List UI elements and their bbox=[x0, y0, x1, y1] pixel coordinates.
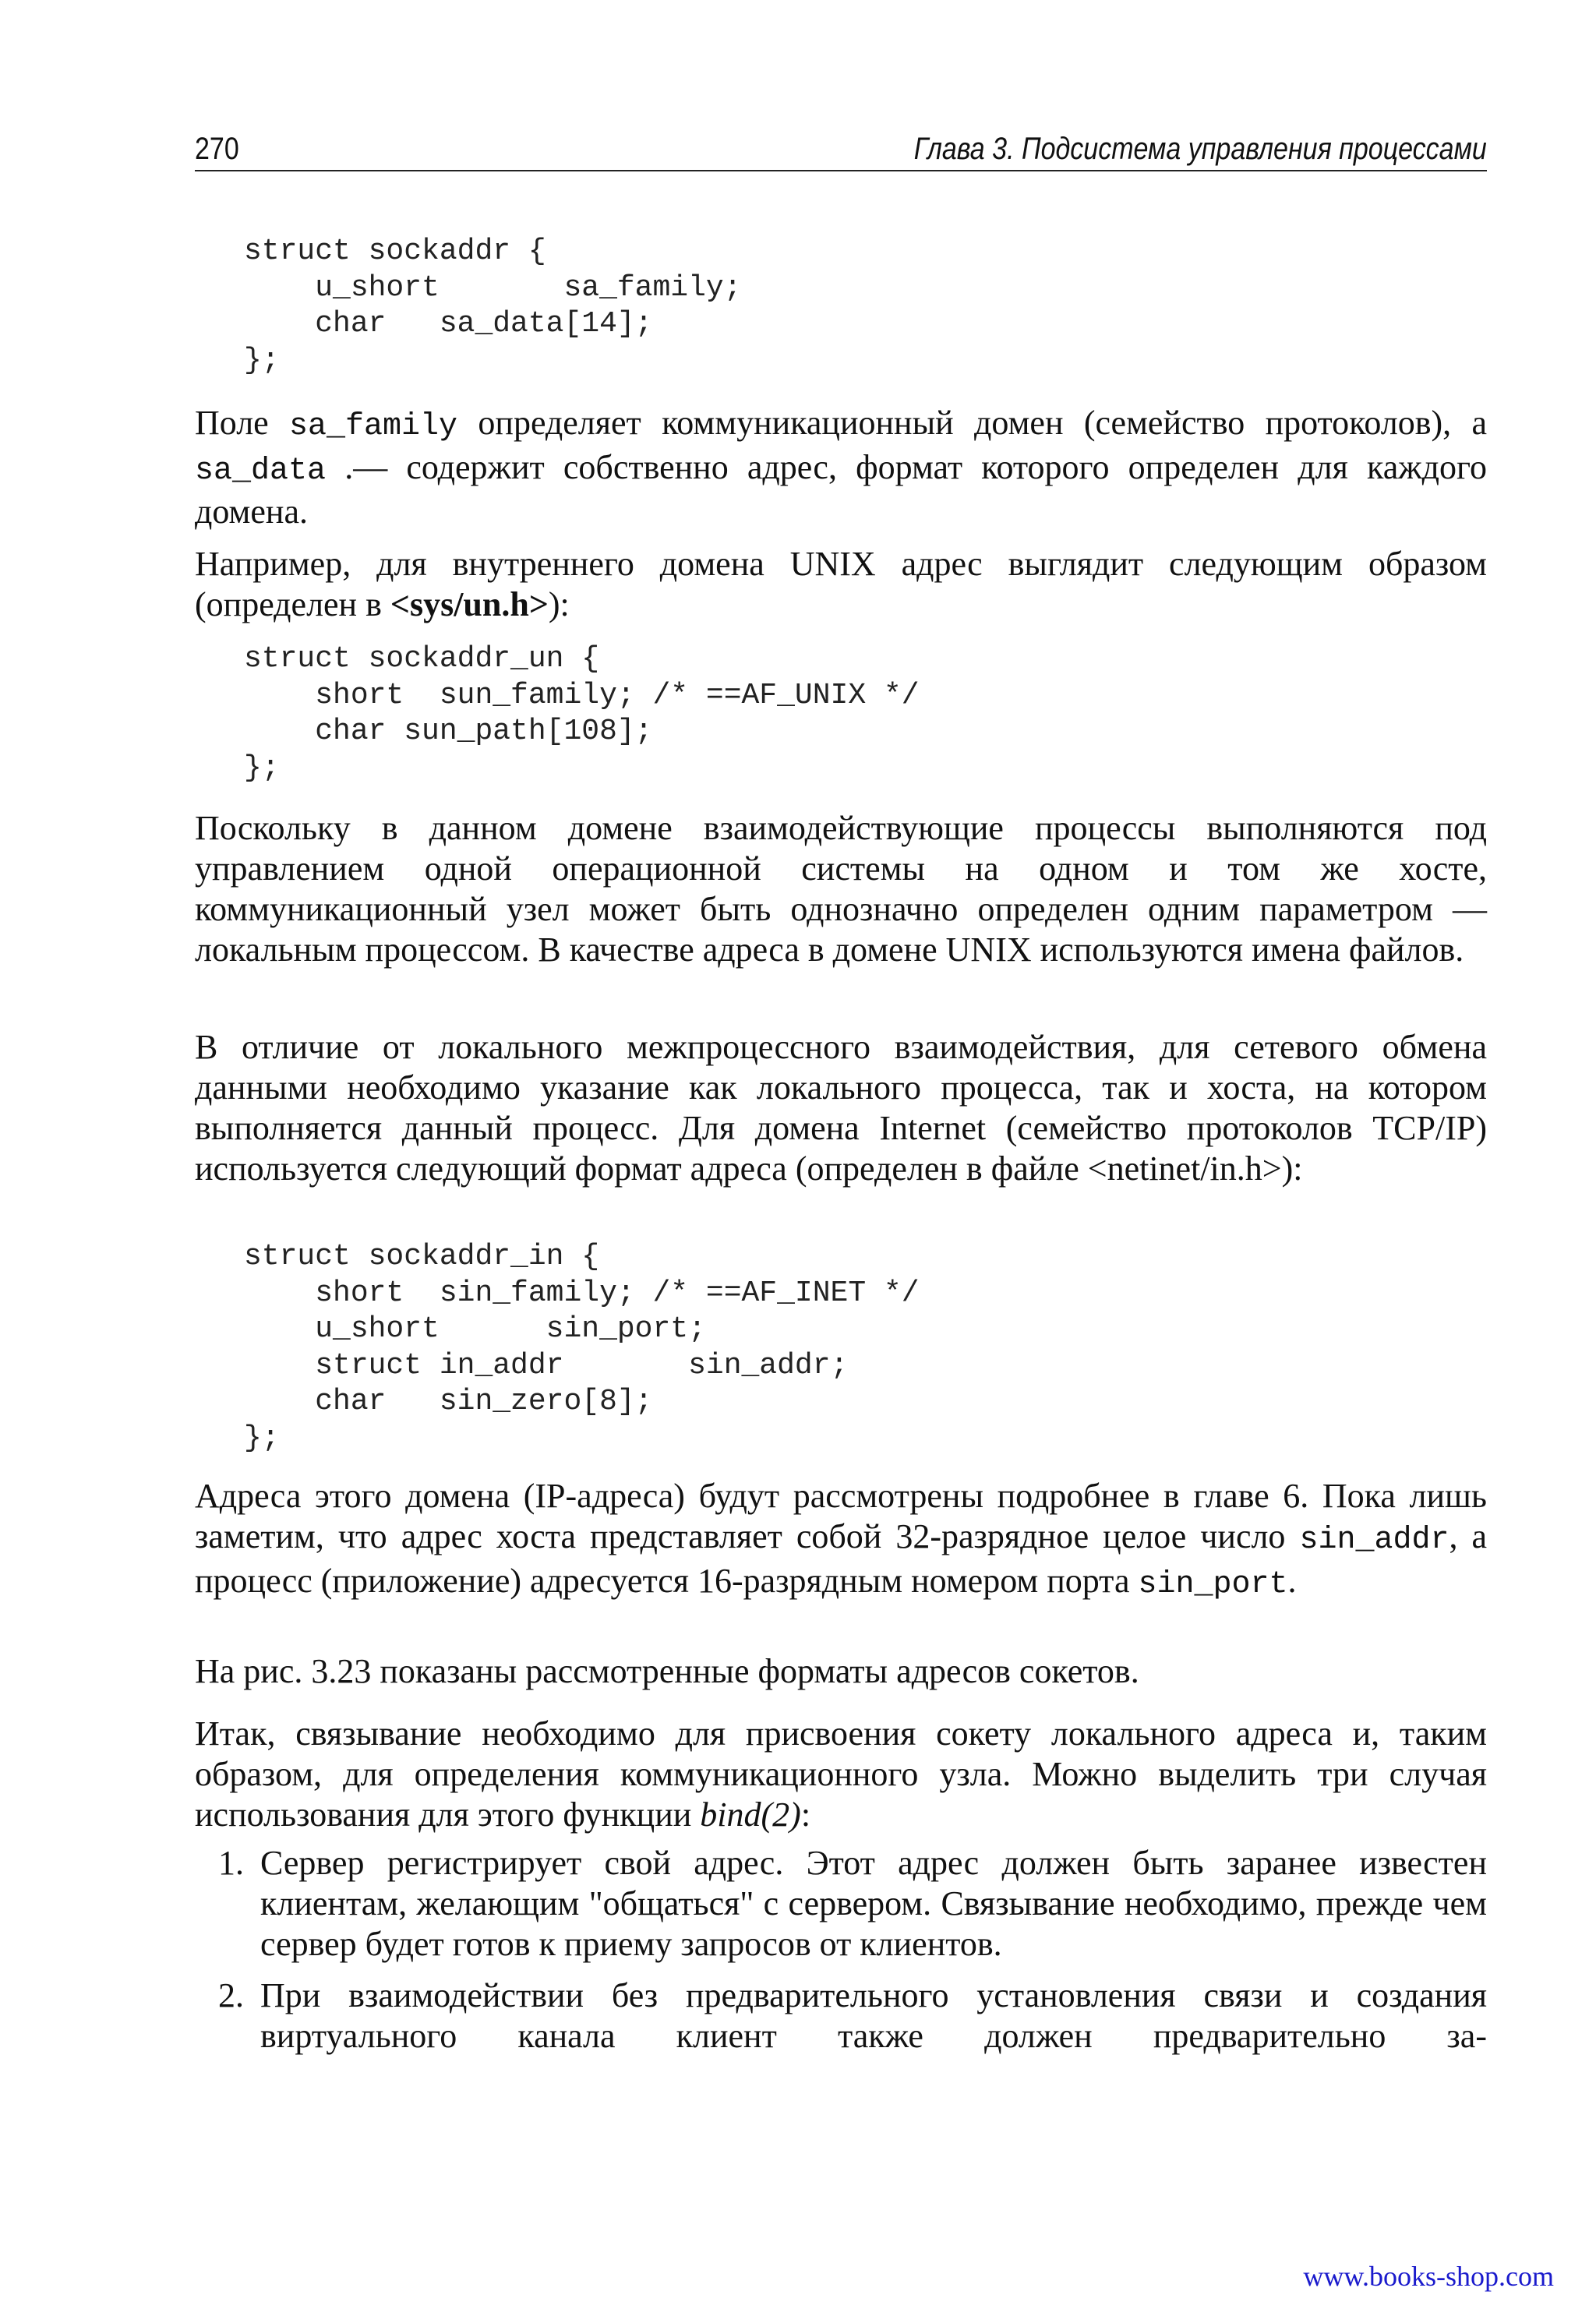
list-text: При взаимодействии без предварительного установления связи и создания виртуального канала клиент также должен предварительно за- bbox=[260, 1976, 1487, 2055]
paragraph-figure-ref: На рис. 3.23 показаны рассмотренные форматы адресов сокетов. bbox=[195, 1652, 1139, 1690]
paragraph-sa-family: Поле sa_family определяет коммуникационный домен (семейство протоколов), а sa_data .— содержит собственно адрес, формат которого определен для каждого домена. bbox=[195, 404, 1487, 531]
list-number: 2. bbox=[218, 1976, 244, 2014]
paragraph-ip-addresses: Адреса этого домена (IP-адреса) будут рассмотрены подробнее в главе 6. Пока лишь заметим, что адрес хоста представляет собой 32-разрядное целое число sin_addr, а процесс (приложение) адресуется 16-разрядным номером порта sin_port. bbox=[195, 1477, 1488, 1602]
list-text: Сервер регистрирует свой адрес. Этот адрес должен быть заранее известен клиентам, желающим "общаться" с сервером. Связывание необходимо, прежде чем сервер будет готов к приему запросов от клиентов. bbox=[260, 1844, 1487, 1963]
page-header bbox=[195, 126, 1487, 171]
paragraph-unix-example: Например, для внутреннего домена UNIX адрес выглядит следующим образом (определен в <sys/un.h>): bbox=[195, 545, 1487, 623]
code-block-sockaddr-in: struct sockaddr_in { short sin_family; /* ==AF_INET */ u_short sin_port; struct in_addr sin_addr; char sin_zero[8]; }; bbox=[244, 1240, 920, 1455]
watermark-url: www.books-shop.com bbox=[1303, 2261, 1554, 2292]
paragraph-unix-domain: Поскольку в данном домене взаимодействующие процессы выполняются под управлением одной операционной системы на одном и том же хосте, коммуникационный узел может быть однозначно определен одним параметром — локальным процессом. В качестве адреса в домене UNIX используются имена файлов. bbox=[195, 809, 1487, 969]
paragraph-internet-domain: В отличие от локального межпроцессного взаимодействия, для сетевого обмена данными необходимо указание как локального процесса, так и хоста, на котором выполняется данный процесс. Для домена Internet (семейство протоколов TCP/IP) используется следующий формат адреса (определен в файле <netinet/in.h>): bbox=[195, 1028, 1487, 1188]
page-number: 270 bbox=[195, 132, 239, 166]
code-block-sockaddr-un: struct sockaddr_un { short sun_family; /* ==AF_UNIX */ char sun_path[108]; }; bbox=[244, 642, 920, 785]
code-block-sockaddr: struct sockaddr { u_short sa_family; char sa_data[14]; }; bbox=[244, 235, 742, 377]
list-number: 1. bbox=[218, 1844, 244, 1882]
running-title: Глава 3. Подсистема управления процессами bbox=[913, 132, 1487, 166]
paragraph-binding: Итак, связывание необходимо для присвоения сокету локального адреса и, таким образом, для определения коммуникационного узла. Можно выделить три случая использования для этого функции bind(2): bbox=[195, 1714, 1487, 1834]
